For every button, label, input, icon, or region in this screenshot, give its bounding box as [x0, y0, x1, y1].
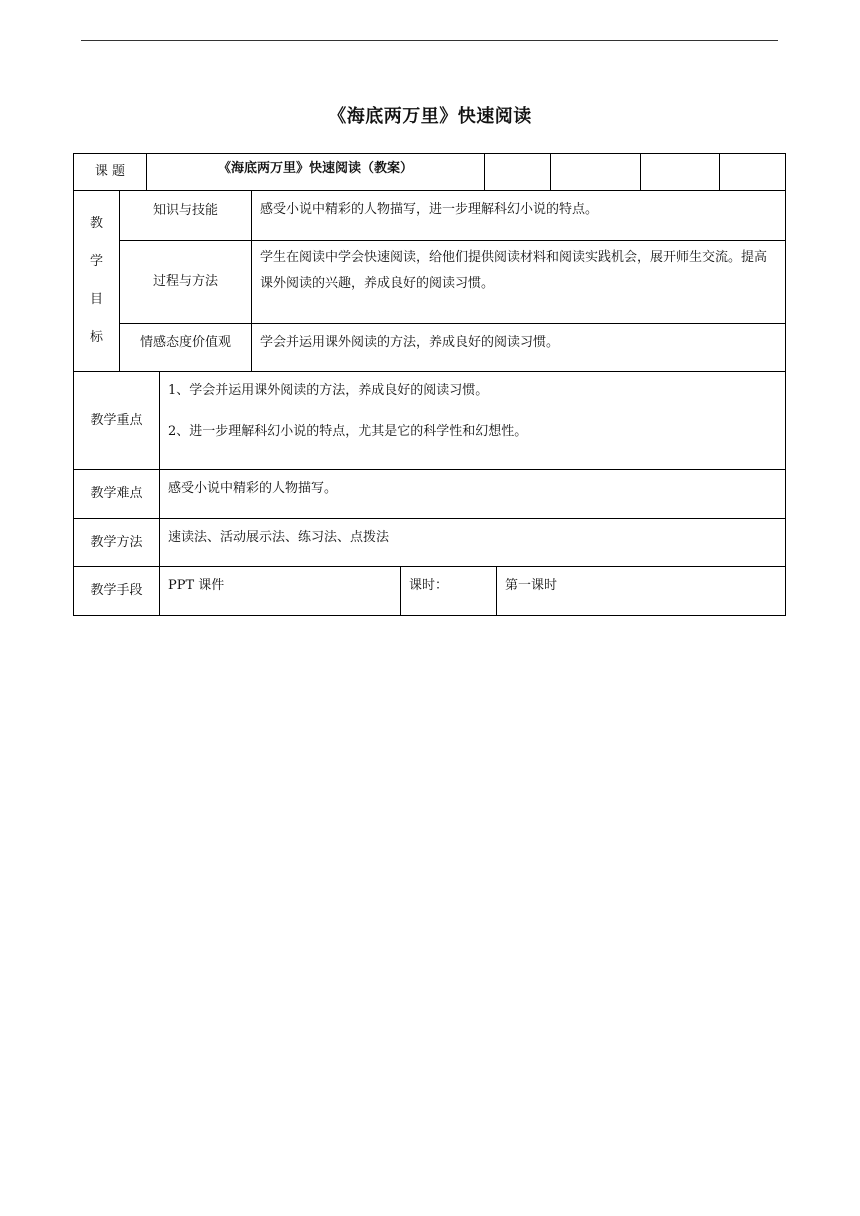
course-label-cell: [73, 153, 147, 191]
methods-value: 速读法、活动展示法、练习法、点拨法: [168, 530, 390, 545]
means-value: PPT 课件: [168, 578, 225, 593]
emotion-value-cell: [251, 323, 786, 372]
knowledge-label: 知识与技能: [152, 203, 218, 218]
objectives-label-cell: [73, 190, 120, 372]
means-label-cell: [73, 566, 160, 616]
methods-label-cell: [73, 518, 160, 567]
difficulties-value: 感受小说中精彩的人物描写。: [168, 481, 338, 496]
knowledge-label-cell: [119, 190, 252, 241]
difficulties-value-cell: [159, 469, 786, 519]
emotion-label-cell: [119, 323, 252, 372]
blank-cell-3: [640, 153, 720, 191]
methods-label: 教学方法: [90, 534, 143, 550]
objectives-char-4: 标: [89, 330, 103, 345]
objectives-char-2: 学: [89, 254, 103, 269]
knowledge-value-cell: [251, 190, 786, 241]
process-label: 过程与方法: [152, 274, 218, 289]
key-points-label-cell: [73, 371, 160, 470]
key-points-label: 教学重点: [90, 412, 143, 428]
blank-cell-1: [484, 153, 551, 191]
period-value-cell: [496, 566, 786, 616]
blank-cell-2: [550, 153, 641, 191]
period-label: 课时：: [409, 578, 449, 593]
blank-cell-4: [719, 153, 786, 191]
emotion-value: 学会并运用课外阅读的方法，养成良好的阅读习惯。: [260, 335, 560, 350]
knowledge-value: 感受小说中精彩的人物描写，进一步理解科幻小说的特点。: [260, 202, 599, 217]
process-value: 学生在阅读中学会快速阅读，给他们提供阅读材料和阅读实践机会，展开师生交流。提高课外阅读的兴趣，养成良好的阅读习惯。: [260, 250, 768, 291]
objectives-char-1: 教: [89, 216, 103, 231]
means-value-cell: [159, 566, 401, 616]
key-point-2: 2、进一步理解科幻小说的特点，尤其是它的科学性和幻想性。: [168, 424, 528, 439]
course-label: 课 题: [94, 164, 126, 179]
process-label-cell: [119, 240, 252, 324]
methods-value-cell: [159, 518, 786, 567]
objectives-char-3: 目: [89, 292, 103, 307]
course-title-cell: [146, 153, 485, 191]
key-point-1: 1、学会并运用课外阅读的方法，养成良好的阅读习惯。: [168, 383, 489, 398]
means-label: 教学手段: [90, 583, 143, 598]
period-value: 第一课时: [505, 578, 558, 593]
key-points-value-cell: [159, 371, 786, 470]
header-rule: [81, 40, 778, 41]
document-title: 《海底两万里》快速阅读: [328, 106, 532, 127]
process-value-cell: [251, 240, 786, 324]
emotion-label: 情感态度价值观: [139, 335, 231, 350]
difficulties-label: 教学难点: [90, 486, 143, 501]
course-title: 《海底两万里》快速阅读（教案）: [217, 161, 413, 176]
period-label-cell: [400, 566, 497, 616]
difficulties-label-cell: [73, 469, 160, 519]
